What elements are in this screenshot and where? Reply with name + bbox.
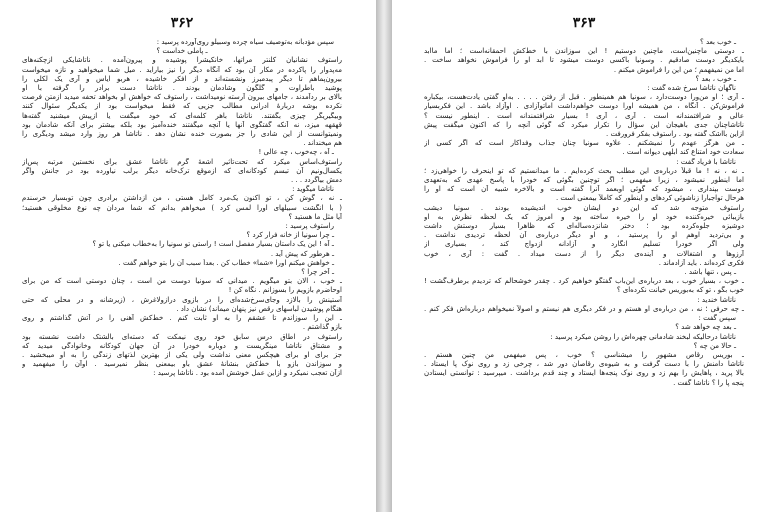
text-line: ـ آری ؛ او من‌ورا دوست‌دارد ، سونیا هم همینطور . قبل از رفتن . . . . به‌او گفتی یادت‌هست، بیکباره	[424, 93, 744, 102]
text-line: فراموش‌کن . آنگاه ، من همیشه اورا دوست خواهم‌داشت اماتوآزادی . اوآزاد باشد . این فکربسیار	[424, 102, 744, 111]
text-line: ـ خوب ، بسیار خوب ، بعد درباره‌ی این‌باب گفتگو خواهیم کرد . چقدر خوشحالم که تردیدم برطرف‌گشت !	[424, 277, 744, 286]
text-line: و سوزاندن بازو با خط‌کش بنشانهٔ عشق باو بیمعنی بنظر نمیرسید . اوآن را میفهمید و	[22, 360, 342, 369]
text-line: اما اینطور نمیشود ، زیرا میفهمی ؛ اگر توچنین بگوئی که خودرا با پاسخ عهدی که به‌تعهدی	[424, 176, 744, 185]
text-line: عالی و شرافتمندانه است . آری ، آری ! بسیار شرافتمندانه است . اینطور نیست ؟	[424, 111, 744, 120]
text-line: راستوف‌اساس میکرد که تحت‌تأثیر اشعهٔ گرم ناتاشا عشق برای نخستین مرتبه پس‌از	[22, 157, 342, 166]
text-line: ـ آخر چرا ؟	[301, 268, 334, 277]
text-line: وبیگیریگر چیزی بگفتند. ناتاشا باهر کلمه‌ای که خود میگفت یا ازپیش میشنید گفته‌ها	[22, 111, 342, 120]
text-line: بیرون‌پماهم تا دیگر پبدمبرز ونشسته‌اند و از افکر خاشیده ، هربو ایاس و آری یک لکلی را	[22, 74, 342, 83]
text-line: بازیبائی خیره‌کننده خود او را خیره ساخته بود و امروز که یک لحظه نظرش به او	[424, 212, 744, 221]
text-line: راستوف پرسید :	[285, 222, 334, 231]
text-line: آیا مثل ما هستید ؟	[288, 212, 342, 221]
text-line: خوب بگو ، تو که به‌بوریس خیانت نکرده‌ای ؟	[616, 286, 744, 295]
text-line: ـ بوریس رقاص مشهور را میشناسی ؟ خوب ، پس میفهمی من چنین هستم .	[424, 350, 744, 359]
left-page-number: ۳۶۲	[170, 15, 194, 31]
text-line: ـ خوب بعد ؟	[700, 38, 736, 46]
text-line: راستوف نشانیان کلنتر مراتها، خانکیشرا پوشیده و پیرون‌آمده . ناتاشایکی ازچکنه‌های	[22, 56, 342, 65]
text-line: ناتاشا خندید :	[697, 295, 736, 304]
right-page	[392, 0, 768, 512]
text-line: ناتاشا میگوید :	[292, 185, 334, 194]
text-line: ازاین بااشک گفته بود . راستوف بفکر فرورفت .	[606, 130, 744, 139]
text-line: و مشتاق ناتاشا مینگریست و دوباره خودرا در آن جهان کودکانه وخانوادگی میدید که	[22, 341, 342, 350]
text-line: فکری کرده‌اند . باید آزادماند .	[658, 258, 744, 267]
text-line: بالا پرید ، پاهایش را بهم زد و روی نوک پنجه‌ها ایستاد و چند قدم برداشت . میپرسید : توانستی ایستادن	[424, 369, 744, 378]
text-line: هنگام پوشیدن لباسهای رقص نیز پنهان میماند) نشان داد .	[176, 304, 342, 313]
text-line: آستینش را بالازد وجای‌سرخ‌شده‌ای را در بازوی درازولاغرش ، (زیرشانه و در محلی که حتی	[22, 295, 342, 304]
right-page-body	[424, 38, 744, 388]
text-line: بایکدیگر دوست صادقیم . وسونیا باکسی دوست میشود تا ابد او را فراموش نخواهد ساخت .	[424, 56, 744, 65]
text-line: پوشید باطراوت و گلگون وشادمان بودند . ناتاشا دست برادر را گرفته با او	[22, 84, 342, 93]
text-line: دوست بپنداری ، میشود که گوئی اوبعمد آنرا گفته است و بالاخره شبیه آن است که او را	[424, 185, 744, 194]
text-line: ( با انگشت سبیلهای اورا لمس کرد ) میخواهم بدانم که شما مردان چه نوع مخلوقی هستید؛	[22, 203, 342, 212]
text-line: دوشیزه جلوه‌کرده بود ؛ دختر شانزده‌ساله‌ای که ظاهراً بسیار دوستش داشت	[424, 222, 744, 231]
text-line: اوحاضرم بازویم را بسوزانم . نگاه کن !	[228, 286, 342, 295]
text-line: اما من نمیفهمم ؛ من این را فراموش میکنم .	[613, 65, 744, 74]
text-line: آرزوها و اشتغالات و آینده‌ی دیگر را از دست میداد . گفت : آری ، خوب	[424, 249, 744, 258]
right-page-number: ۳۶۳	[572, 15, 596, 31]
text-line: ـ نه ، گوش کن ، تو اکنون یک‌مرد کامل هستی ، من ازداشتن برادری چون توبسیار خرسندم	[22, 194, 342, 203]
text-line: ولی اگر خودرا تسلیم انگارد و آزادانه ازدواج کند ، بسیاری از	[424, 240, 744, 249]
text-line: پنجه پا را ؟ ناتاشا گفت .	[673, 378, 744, 387]
text-line: ـ چه حرفی ؛ نه ، من درباره‌ی او هستم و در فکر دیگری هم نیستم و اصولاً نمیخواهم درباره‌اش فکر کنم .	[424, 304, 744, 313]
text-line: دمش بیاگردد . . .	[291, 176, 342, 185]
text-line: راستوف در اطاق درس سابق خود روی نیمکت که دسته‌ای بالشتک داشت نشسته بود	[22, 332, 342, 341]
text-line: ناتاشا دامنش را با دست گرفت و به شیوه‌ی رقاصان دور شد ، چرخی زد و روی نوک پا ایستاد .	[424, 360, 744, 369]
left-page	[0, 0, 376, 512]
text-line: ـ آه ، چه‌خوب ، چه عالی !	[258, 148, 334, 157]
text-line: نکرده بوشه دربارهٔ ادرانی مطالب جزیی که فقط میخواست بود از یکدیگر سئوال کنند	[22, 102, 342, 111]
text-line: راستوف متوجه شد که این دو ایشان خوب اندیشیده بودند . سونیا دیشب	[424, 203, 744, 212]
book-gutter	[376, 0, 392, 512]
text-line: سپس گفت :	[698, 314, 736, 323]
text-line: سپس مؤدبانه به‌توصیف سیاه چرده وسبیلو روی‌آورده پرسید :	[156, 38, 334, 46]
text-line: قهقهه میزد، نه آنکه گفتگوی آنها یا آنچه میگفتند خنده‌آمیز بود بلکه بیشتر برای آنکه شادمان بود	[22, 120, 342, 129]
text-line: هرحال تواجبارا زناشوئی کردهای و اینطور که کاملاً بیمعنی است .	[555, 194, 744, 203]
text-line: ـ این را سوزاندم تا عشقم را به او ثابت کنم . خط‌کش آهنی را در آتش گذاشتم و روی	[22, 314, 342, 323]
text-line: جز برای او برای هیچکس معنی نداشت ولی یکی از بهترین لذتهای زندگی را به او میبخشید .	[22, 350, 342, 359]
text-line: ـ دوستی ماچنین‌است، ماچنین دوستیم ! این سوزاندن با خط‌کش احمقانه‌است ؛ اما ماابد	[424, 47, 744, 56]
text-line: ـ نه ، نه ! ما قبلاً درباره‌ی این مطلب بحث کرده‌ایم . ما میدانستیم که تو اینحرف را خواهی‌زد ؛	[424, 166, 744, 175]
text-line: و بی‌تردید اوهم او را پرستید ، و او دیگر درباره‌ی آن لحظه تردیدی نداشت .	[424, 231, 744, 240]
text-line: ونمیتوانست از این شادی را جز بصورت خنده نشان دهد . ناتاشا هر روز وارد میشد ودیگری را	[22, 130, 342, 139]
text-line: ـ چرا سونیا از خانه فرار کرد ؟	[246, 231, 334, 240]
text-line: سعادت خود امتناع کند ابلهی دیوانه است .	[622, 148, 744, 157]
text-line: ـ آه ! این یک داستان بسیار مفصل است ! راستی تو سونیا را به‌خطاب میکنی یا تو ؟	[92, 240, 334, 249]
left-page-body	[22, 38, 342, 379]
text-line: ـ خوب ، الان بتو میگویم . میدانی که سونیا دوست من است ، چنان دوستی است که من برای	[22, 277, 342, 286]
text-line: مه‌پدوار را پاکرده در مکار آن بود که آنگاه دیگر را نیز بیاراید . میل شما میخواهید و تازه میخواست	[22, 65, 342, 74]
text-line: یکسال‌ونیم آن تبسم کودکانه‌ای که ازموقع ترک‌خانه دیگر برلب نیاورده بود در جانش واگر	[22, 166, 342, 175]
text-line: بالای بر ردآمدند ، جامهای بیرون آرسته نومیداشت ، راستوف که خواهش او بخواهد تحفه میدید ازمتن فرصت	[22, 93, 342, 102]
text-line: هم میخنداند .	[303, 139, 342, 148]
text-line: ـ هرطور که پیش آید .	[270, 249, 334, 258]
text-line: ـ پاملی خداست ؟	[156, 47, 208, 56]
text-line: ناگهان ناتاشا سرخ شده گفت :	[647, 84, 736, 93]
text-line: ـ بعد چه خواهد شد ؟	[675, 323, 736, 332]
text-line: ـ حالا من چه ؟	[693, 341, 736, 350]
text-line: ازآن تعجب نمیکرد و ازاین عمل خوشش آمده بود . ناتاشا پرسید :	[153, 369, 342, 378]
text-line: ـ خواهش میکنم اورا «شما» خطاب کن . بعداً سبب آن را بتو خواهم گفت .	[118, 258, 334, 267]
text-line: ـ خوب ، بعد ؟	[695, 74, 736, 83]
text-line: ناتاشا درحالیکه لبخند شادمانی چهره‌اش را روشن میکرد پرسید :	[550, 332, 736, 341]
text-line: ـ پس ، تنها باشد .	[684, 268, 736, 277]
text-line: ناتاشا با فریاد گفت :	[676, 157, 736, 166]
text-line: ناتاشاچنان جدی باهیجان این سؤال را تکرار میکرد که گوئی آنچه را که اکنون میگفت پیش	[424, 120, 744, 129]
text-line: بازو گذاشتم .	[302, 323, 342, 332]
text-line: ـ من هرگز عهدم را نمیشکنم . علاوه سونیا چنان جذاب وفداکار است که اگر کسی از	[424, 139, 744, 148]
